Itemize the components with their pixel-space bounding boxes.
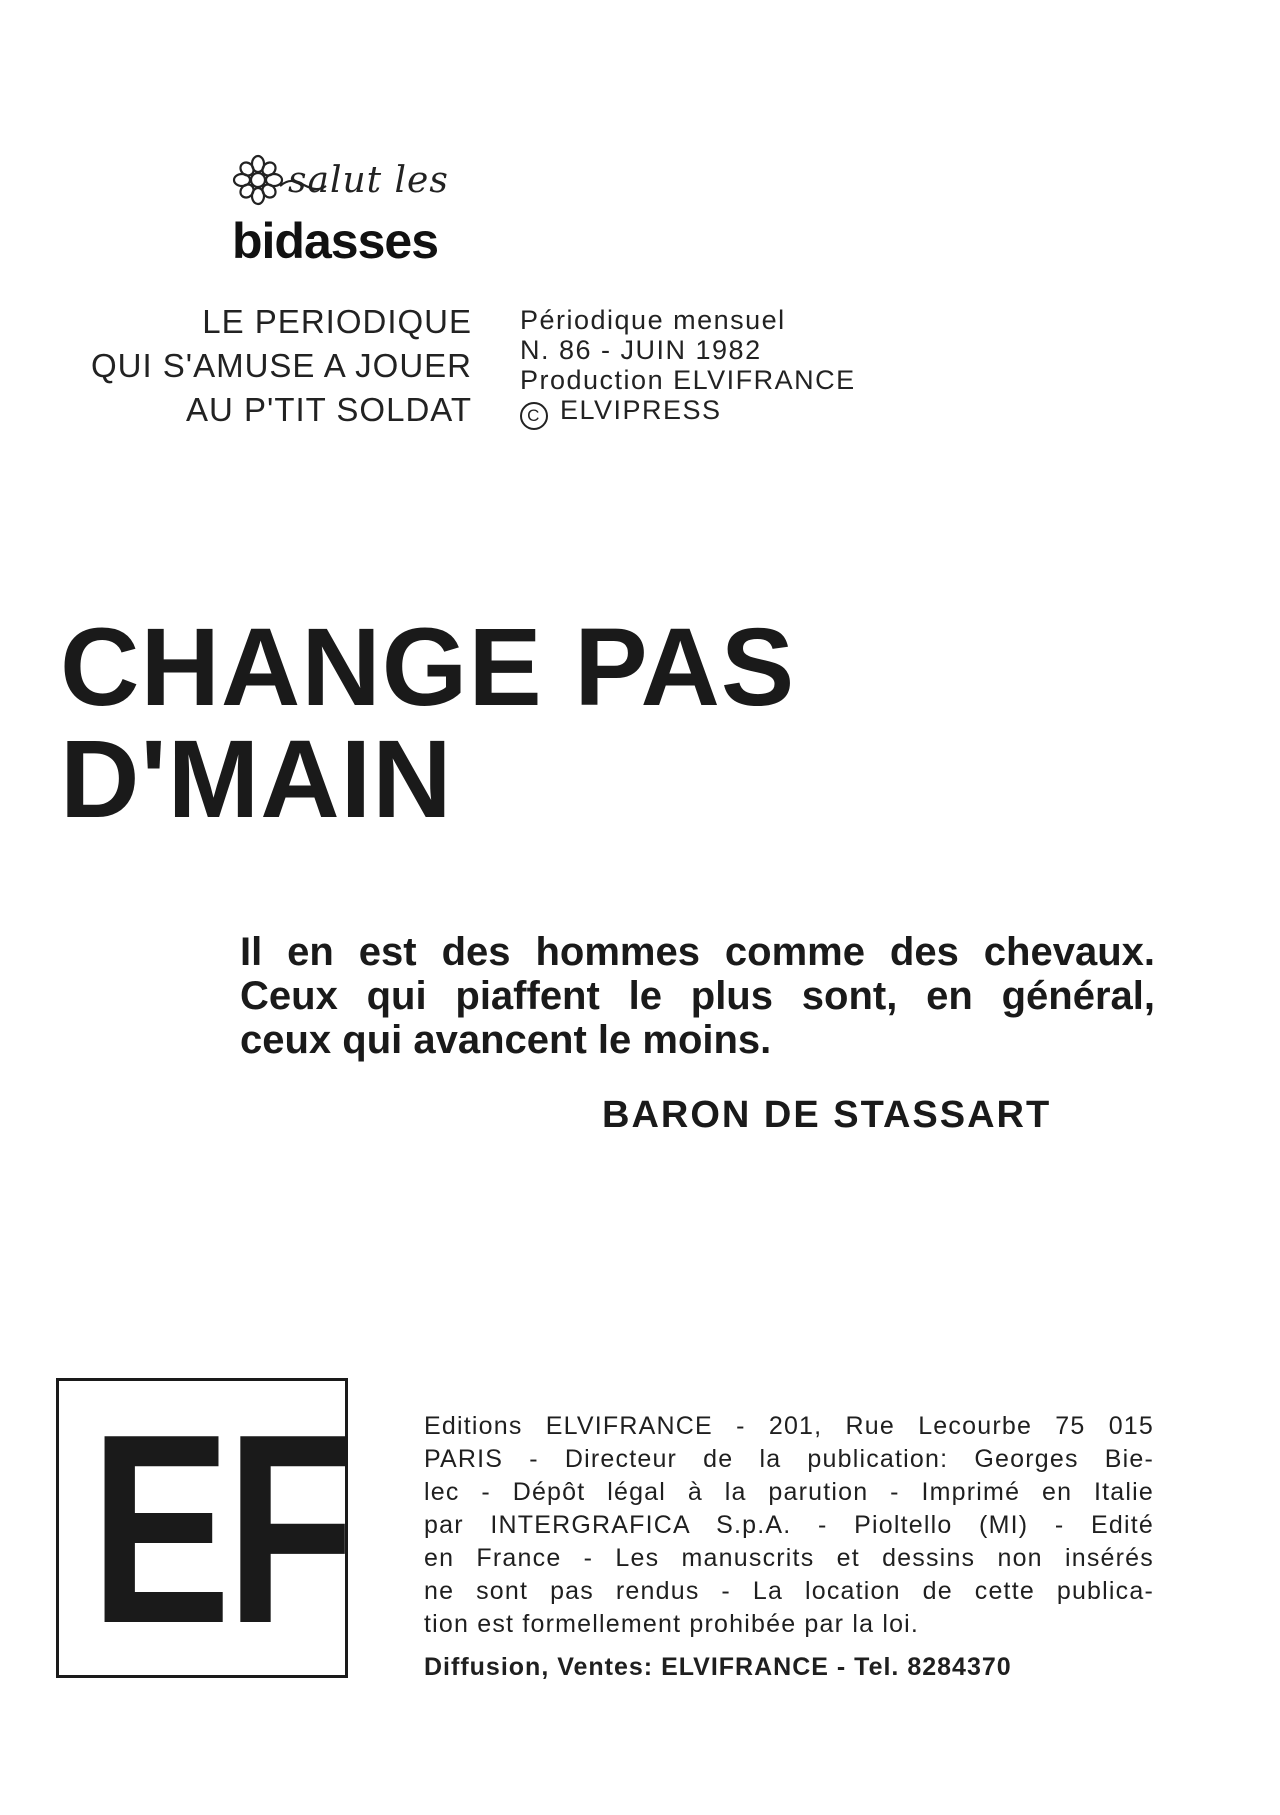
copyright-line xyxy=(520,395,856,430)
legal-line: Editions ELVIFRANCE - 201, Rue Lecourbe 75 015 xyxy=(424,1412,1154,1440)
tagline-line: QUI S'AMUSE A JOUER xyxy=(90,347,472,384)
diffusion-line: Diffusion, Ventes: ELVIFRANCE - Tel. 8284370 xyxy=(424,1653,1012,1681)
pubinfo-line: Production ELVIFRANCE xyxy=(520,365,856,395)
legal-notice xyxy=(424,1410,1154,1641)
legal-line: lec - Dépôt légal à la parution - Imprimé en Italie xyxy=(424,1478,1154,1506)
copyright-name: ELVIPRESS xyxy=(560,395,722,425)
legal-line: ne sont pas rendus - La location de cette publica- xyxy=(424,1577,1154,1605)
quote xyxy=(240,930,1155,1062)
legal-line: tion est formellement prohibée par la loi. xyxy=(424,1610,920,1638)
quote-line: ceux qui avancent le moins. xyxy=(240,1018,772,1062)
title-line-1: CHANGE PAS xyxy=(60,606,796,729)
title-line-2: D'MAIN xyxy=(60,718,453,841)
copyright-icon: C xyxy=(520,402,548,430)
page-title xyxy=(60,606,796,841)
publisher-logo-letters: EF xyxy=(90,1379,351,1680)
legal-line: par INTERGRAFICA S.p.A. - Pioltello (MI) - Edité xyxy=(424,1511,1154,1539)
tagline-line: LE PERIODIQUE xyxy=(202,303,472,340)
pubinfo-line: N. 86 - JUIN 1982 xyxy=(520,335,762,365)
quote-line: Il en est des hommes comme des chevaux. xyxy=(240,930,1155,974)
logo-script-text: salut les xyxy=(288,160,449,201)
legal-line: en France - Les manuscrits et dessins non insérés xyxy=(424,1544,1154,1572)
pubinfo-line: Périodique mensuel xyxy=(520,305,786,335)
publisher-logo xyxy=(56,1378,351,1680)
tagline xyxy=(91,300,472,432)
masthead-logo xyxy=(228,150,478,280)
logo-wordmark: bidasses xyxy=(232,213,439,269)
quote-author: BARON DE STASSART xyxy=(602,1094,1052,1136)
publication-info xyxy=(520,305,856,430)
legal-line: PARIS - Directeur de la publication: Georges Bie- xyxy=(424,1445,1154,1473)
quote-line: Ceux qui piaffent le plus sont, en général, xyxy=(240,974,1155,1018)
tagline-line: AU P'TIT SOLDAT xyxy=(186,391,472,428)
